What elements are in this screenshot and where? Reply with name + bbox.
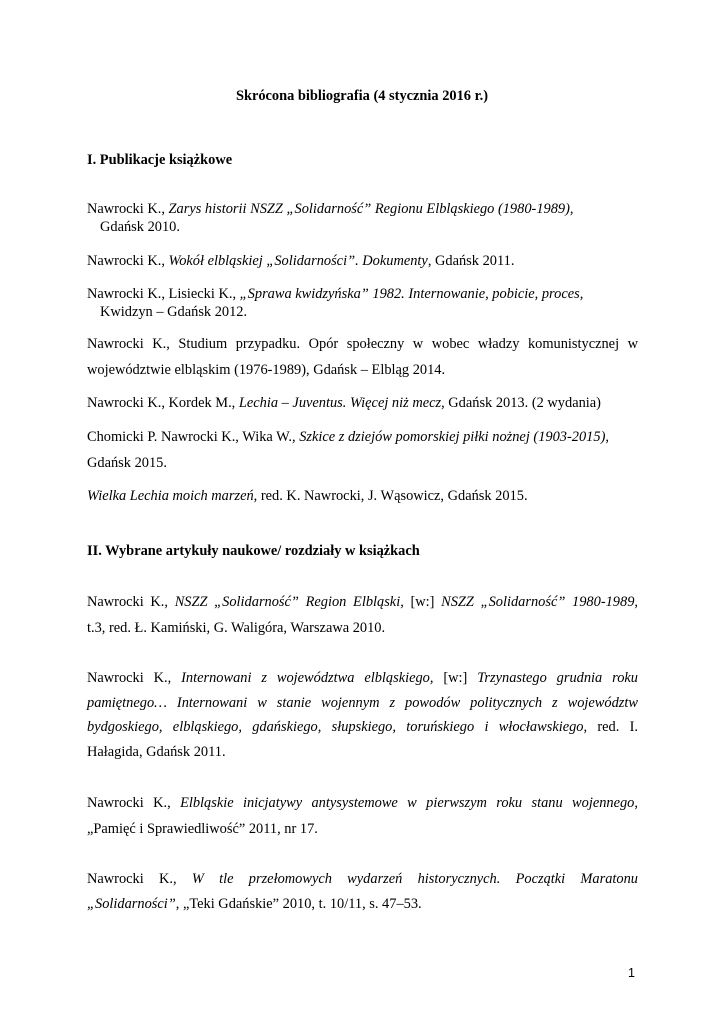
bibliography-entry-cont: województwie elbląskim (1976-1989), Gdańsk – Elbląg 2014. bbox=[87, 362, 446, 378]
article-entry: Nawrocki K., W tle przełomowych wydarzeń historycznych. Początki Maratonu bbox=[87, 871, 638, 887]
bibliography-entry: Nawrocki K., Studium przypadku. Opór społeczny w wobec władzy komunistycznej w bbox=[87, 336, 638, 352]
section-heading-articles: II. Wybrane artykuły naukowe/ rozdziały w książkach bbox=[87, 543, 420, 559]
bibliography-entry: Wielka Lechia moich marzeń, red. K. Nawrocki, J. Wąsowicz, Gdańsk 2015. bbox=[87, 488, 528, 504]
page-number: 1 bbox=[628, 966, 635, 980]
bibliography-entry: Nawrocki K., Wokół elbląskiej „Solidarności”. Dokumenty, Gdańsk 2011. bbox=[87, 253, 515, 269]
bibliography-entry-cont: Kwidzyn – Gdańsk 2012. bbox=[100, 304, 248, 320]
article-entry-cont: bydgoskiego, elbląskiego, gdańskiego, słupskiego, toruńskiego i włocławskiego, red. I. bbox=[87, 719, 638, 735]
bibliography-entry: Chomicki P. Nawrocki K., Wika W., Szkice z dziejów pomorskiej piłki nożnej (1903-2015), bbox=[87, 429, 609, 445]
bibliography-entry: Nawrocki K., Zarys historii NSZZ „Solidarność” Regionu Elbląskiego (1980-1989), bbox=[87, 201, 574, 217]
article-entry-cont: Hałagida, Gdańsk 2011. bbox=[87, 744, 226, 760]
article-entry-cont: „Pamięć i Sprawiedliwość” 2011, nr 17. bbox=[87, 821, 318, 837]
article-entry-cont: pamiętnego… Internowani w stanie wojennym z powodów politycznych z województw bbox=[87, 695, 638, 711]
article-entry: Nawrocki K., Elbląskie inicjatywy antysystemowe w pierwszym roku stanu wojennego, bbox=[87, 795, 638, 811]
bibliography-entry-cont: Gdańsk 2015. bbox=[87, 455, 167, 471]
page-title: Skrócona bibliografia (4 stycznia 2016 r.) bbox=[235, 88, 489, 104]
article-entry: Nawrocki K., NSZZ „Solidarność” Region Elbląski, [w:] NSZZ „Solidarność” 1980-1989, bbox=[87, 594, 638, 610]
article-entry-cont: t.3, red. Ł. Kamiński, G. Waligóra, Warszawa 2010. bbox=[87, 620, 386, 636]
bibliography-entry-cont: Gdańsk 2010. bbox=[100, 219, 180, 235]
bibliography-entry: Nawrocki K., Lisiecki K., „Sprawa kwidzyńska” 1982. Internowanie, pobicie, proces, bbox=[87, 286, 584, 302]
article-entry-cont: „Solidarności”, „Teki Gdańskie” 2010, t. 10/11, s. 47–53. bbox=[87, 896, 422, 912]
section-heading-books: I. Publikacje książkowe bbox=[87, 152, 233, 168]
bibliography-entry: Nawrocki K., Kordek M., Lechia – Juventus. Więcej niż mecz, Gdańsk 2013. (2 wydania) bbox=[87, 395, 601, 411]
article-entry: Nawrocki K., Internowani z województwa elbląskiego, [w:] Trzynastego grudnia roku bbox=[87, 670, 638, 686]
